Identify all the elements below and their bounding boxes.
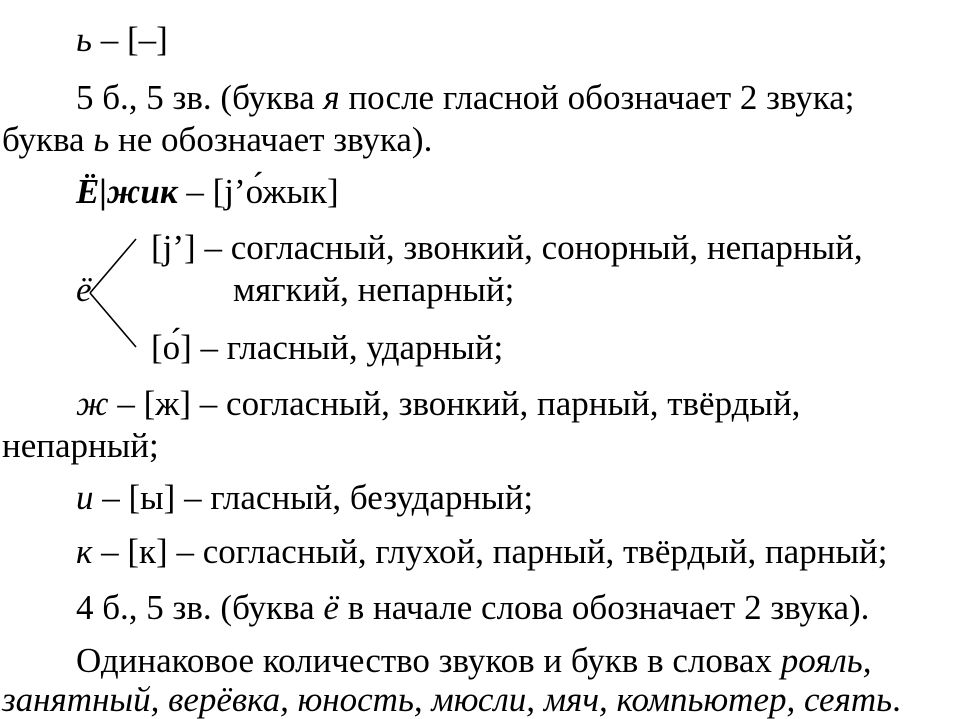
equal-words-first: рояль,: [780, 641, 872, 680]
letter-i: и: [76, 478, 94, 517]
line-i: [76, 480, 533, 515]
branch-lines-icon: [88, 237, 152, 349]
letter-k: к: [76, 532, 93, 571]
line-zh: [76, 386, 800, 421]
count-2-letter: ё: [323, 588, 339, 627]
k-analysis: – [к] – согласный, глухой, парный, твёрдый, парный;: [92, 532, 888, 571]
line-word-heading: [76, 174, 339, 209]
count-1-cont-c: не обозначает звука).: [109, 120, 433, 159]
line-yo-sound-2: [о́] – гласный, ударный;: [151, 328, 504, 367]
line-k: [76, 534, 887, 569]
line-count-1-cont: [2, 122, 432, 157]
line-equal-words: [76, 643, 871, 678]
equal-words-text: Одинаковое количество звуков и букв в словах: [76, 641, 781, 680]
word-heading: Ё|жик: [76, 172, 178, 211]
count-2-text-c: в начале слова обозначает 2 звука).: [338, 588, 870, 627]
line-equal-words-list: [2, 682, 901, 717]
equal-words-period: .: [892, 680, 901, 719]
letter-soft-sign: ь: [76, 20, 92, 59]
line-count-2: [76, 590, 869, 625]
line-yo-sound-1: [j’] – согласный, звонкий, сонорный, непарный,: [151, 228, 863, 267]
line-zh-cont: непарный;: [2, 426, 159, 465]
i-analysis: – [ы] – гласный, безударный;: [93, 478, 534, 517]
letter-zh: ж: [76, 384, 109, 423]
count-1-cont-letter: ь: [93, 120, 110, 159]
zh-analysis: – [ж] – согласный, звонкий, парный, твёрдый,: [108, 384, 801, 423]
equal-words-list: занятный, верёвка, юность, мюсли, мяч, компьютер, сеять: [2, 680, 893, 719]
count-1-text-a: 5 б., 5 зв. (буква: [76, 78, 324, 117]
count-1-letter: я: [323, 78, 340, 117]
count-1-text-c: после гласной обозначает 2 звука;: [339, 78, 855, 117]
line-yo-sound-1-cont: мягкий, непарный;: [233, 270, 515, 309]
letter-yo: ё: [76, 270, 92, 309]
line-soft-sign: [76, 22, 168, 57]
word-transcription: – [j’о́жык]: [177, 172, 339, 211]
soft-sign-analysis: – [–]: [91, 20, 168, 59]
count-1-cont-a: буква: [2, 120, 94, 159]
line-count-1: [76, 80, 855, 115]
count-2-text-a: 4 б., 5 зв. (буква: [76, 588, 324, 627]
